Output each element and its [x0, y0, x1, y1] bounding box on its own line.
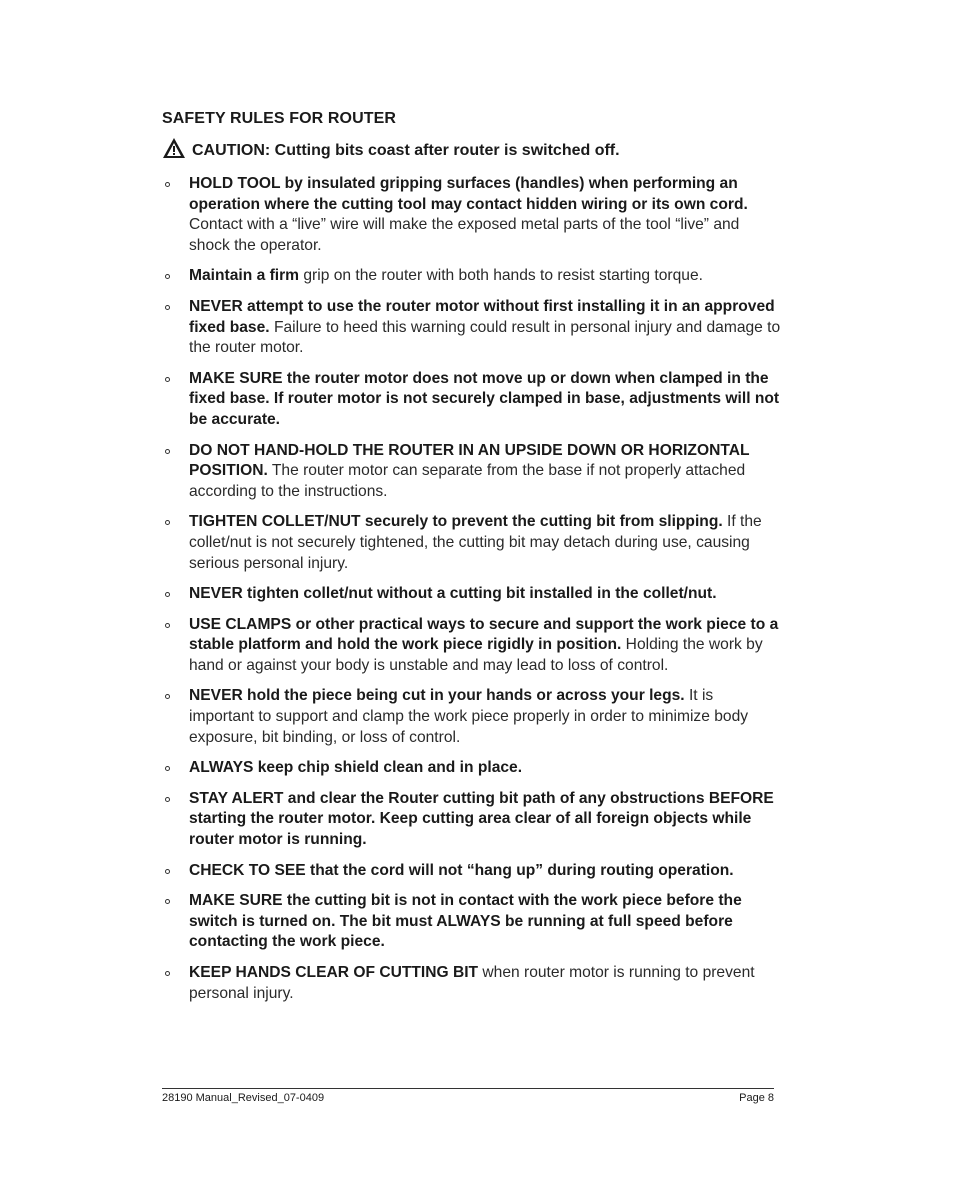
list-item — [162, 584, 782, 605]
rule-plain-text: grip on the router with both hands to resist starting torque. — [299, 267, 703, 285]
bullet-icon — [165, 182, 170, 187]
list-item — [162, 963, 782, 1004]
bullet-icon — [165, 305, 170, 310]
footer-divider — [162, 1088, 774, 1089]
caution-line — [162, 137, 620, 160]
bullet-icon — [165, 899, 170, 904]
rule-bold-text: CHECK TO SEE that the cord will not “hang up” during routing operation. — [189, 861, 734, 879]
rule-plain-text: Contact with a “live” wire will make the exposed metal parts of the tool “live” and shock the operator. — [189, 216, 740, 254]
rule-bold-text: MAKE SURE the router motor does not move up or down when clamped in the fixed base. If router motor is not securely clamped in base, adjustments will not be accurate. — [189, 369, 780, 428]
rule-bold-text: USE CLAMPS or other practical ways to secure and support the work piece to a stable platform and hold the work piece rigidly in position. — [189, 615, 779, 654]
rule-plain-text: Holding the work by hand or against your body is unstable and may lead to loss of control. — [189, 636, 763, 674]
bullet-icon — [165, 592, 170, 597]
list-item — [162, 686, 782, 748]
bullet-icon — [165, 274, 170, 279]
bullet-icon — [165, 449, 170, 454]
rule-bold-text: ALWAYS keep chip shield clean and in place. — [189, 759, 523, 777]
footer-page-number: Page 8 — [739, 1092, 774, 1104]
bullet-icon — [165, 520, 170, 525]
bullet-icon — [165, 694, 170, 699]
list-item — [162, 789, 782, 851]
rule-plain-text: The router motor can separate from the base if not properly attached according to the instructions. — [189, 462, 746, 500]
list-item — [162, 369, 782, 431]
rule-plain-text: Failure to heed this warning could result in personal injury and damage to the router motor. — [189, 318, 781, 357]
list-item — [162, 861, 782, 882]
list-item — [162, 174, 782, 256]
bullet-icon — [165, 377, 170, 382]
caution-text: CAUTION: Cutting bits coast after router is switched off. — [192, 142, 620, 159]
footer-document-id: 28190 Manual_Revised_07-0409 — [162, 1092, 325, 1104]
rule-plain-text: It is important to support and clamp the work piece properly in order to minimize body exposure, bit binding, or loss of control. — [189, 687, 749, 746]
rule-bold-text: KEEP HANDS CLEAR OF CUTTING BIT — [189, 964, 479, 981]
list-item — [162, 512, 782, 574]
bullet-icon — [165, 971, 170, 976]
section-title: SAFETY RULES FOR ROUTER — [162, 110, 397, 127]
rule-plain-text: If the collet/nut is not securely tightened, the cutting bit may detach during use, causing serious personal injury. — [189, 513, 762, 572]
rule-bold-text: NEVER tighten collet/nut without a cutting bit installed in the collet/nut. — [189, 585, 717, 603]
rule-bold-text: Maintain a firm — [189, 267, 300, 285]
list-item — [162, 441, 782, 503]
rule-bold-text: NEVER attempt to use the router motor without first installing it in an approved fixed base. — [189, 297, 775, 336]
bullet-icon — [165, 869, 170, 874]
rule-plain-text: when router motor is running to prevent personal injury. — [189, 964, 755, 1002]
list-item — [162, 891, 782, 953]
list-item — [162, 758, 782, 779]
list-item — [162, 266, 782, 287]
safety-rules-list — [162, 174, 782, 1014]
rule-bold-text: DO NOT HAND-HOLD THE ROUTER IN AN UPSIDE DOWN OR HORIZONTAL POSITION. — [189, 441, 750, 480]
bullet-icon — [165, 766, 170, 771]
rule-bold-text: HOLD TOOL by insulated gripping surfaces (handles) when performing an operation where the cutting tool may contact hidden wiring or its own cord. — [189, 175, 748, 213]
list-item — [162, 297, 782, 359]
rule-bold-text: STAY ALERT and clear the Router cutting bit path of any obstructions BEFORE starting the router motor. Keep cutting area clear of all foreign objects while router motor is running. — [189, 789, 774, 849]
bullet-icon — [165, 623, 170, 628]
rule-bold-text: TIGHTEN COLLET/NUT securely to prevent the cutting bit from slipping. — [189, 513, 723, 531]
rule-bold-text: NEVER hold the piece being cut in your hands or across your legs. — [189, 687, 685, 705]
bullet-icon — [165, 797, 170, 802]
rule-bold-text: MAKE SURE the cutting bit is not in contact with the work piece before the switch is turned on. The bit must ALWAYS be running at full speed before contacting the work piece. — [189, 892, 742, 951]
list-item — [162, 615, 782, 677]
warning-triangle-icon — [162, 137, 186, 159]
